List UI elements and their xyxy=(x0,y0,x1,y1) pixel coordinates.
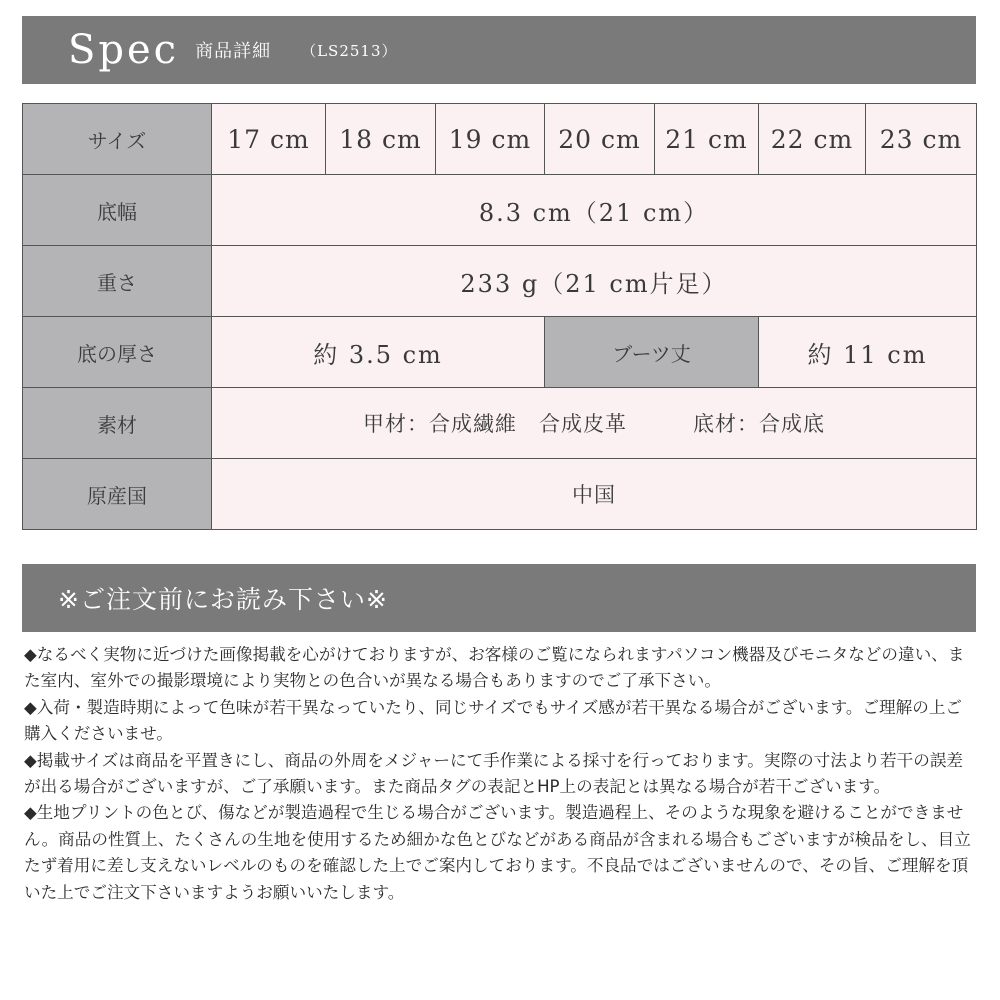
origin-label: 原産国 xyxy=(23,459,212,530)
size-value: 17 cm xyxy=(212,104,326,175)
size-value: 22 cm xyxy=(759,104,866,175)
product-code: （LS2513） xyxy=(301,41,398,60)
spec-table xyxy=(22,103,977,530)
boot-height-value: 約 11 cm xyxy=(759,317,977,388)
table-row-weight xyxy=(23,246,977,317)
table-row-thickness xyxy=(23,317,977,388)
sole-thickness-value: 約 3.5 cm xyxy=(212,317,545,388)
table-row-size xyxy=(23,104,977,175)
sole-thickness-label: 底の厚さ xyxy=(23,317,212,388)
size-value: 18 cm xyxy=(326,104,436,175)
notice-paragraph: ◆掲載サイズは商品を平置きにし、商品の外周をメジャーにて手作業による採寸を行っております。実際の寸法より若干の誤差が出る場合がございますが、ご了承願います。また商品タグの表記とHP上の表記とは異なる場合が若干ございます。 xyxy=(24,750,964,797)
spec-header xyxy=(22,16,976,84)
table-row-material xyxy=(23,388,977,459)
notice-paragraph: ◆なるべく実物に近づけた画像掲載を心がけておりますが、お客様のご覧になられますパソコン機器及びモニタなどの違い、また室内、室外での撮影環境により実物との色合いが異なる場合もありますのでご了承下さい。 xyxy=(24,645,965,691)
notice-body xyxy=(24,642,974,906)
material-value: 甲材：合成繊維 合成皮革 底材：合成底 xyxy=(212,388,977,459)
notice-paragraph: ◆入荷・製造時期によって色味が若干異なっていたり、同じサイズでもサイズ感が若干異なる場合がございます。ご理解の上ご購入くださいませ。 xyxy=(24,697,963,744)
spec-subtitle: 商品詳細 xyxy=(195,41,272,62)
notice-paragraph: ◆生地プリントの色とび、傷などが製造過程で生じる場合がございます。製造過程上、そのような現象を避けることができません。商品の性質上、たくさんの生地を使用するため細かな色とびなどがある商品が含まれる場合もございますが検品をし、目立たず着用に差し支えないレベルのものを確認した上でご案内しております。不良品ではございませんので、その旨、ご理解を頂いた上でご注文下さいますようお願いいたします。 xyxy=(24,803,971,902)
sole-width-value: 8.3 cm（21 cm） xyxy=(212,175,977,246)
notice-header xyxy=(22,564,976,632)
size-value: 23 cm xyxy=(866,104,977,175)
material-label: 素材 xyxy=(23,388,212,459)
spec-title: Spec xyxy=(68,27,180,73)
table-row-origin xyxy=(23,459,977,530)
notice-title: ※ご注文前にお読み下さい※ xyxy=(58,585,388,614)
size-label: サイズ xyxy=(23,104,212,175)
size-value: 21 cm xyxy=(655,104,759,175)
boot-height-label: ブーツ丈 xyxy=(545,317,759,388)
sole-width-label: 底幅 xyxy=(23,175,212,246)
origin-value: 中国 xyxy=(212,459,977,530)
weight-value: 233 g（21 cm片足） xyxy=(212,246,977,317)
weight-label: 重さ xyxy=(23,246,212,317)
size-value: 20 cm xyxy=(545,104,655,175)
size-value: 19 cm xyxy=(436,104,545,175)
table-row-sole-width xyxy=(23,175,977,246)
